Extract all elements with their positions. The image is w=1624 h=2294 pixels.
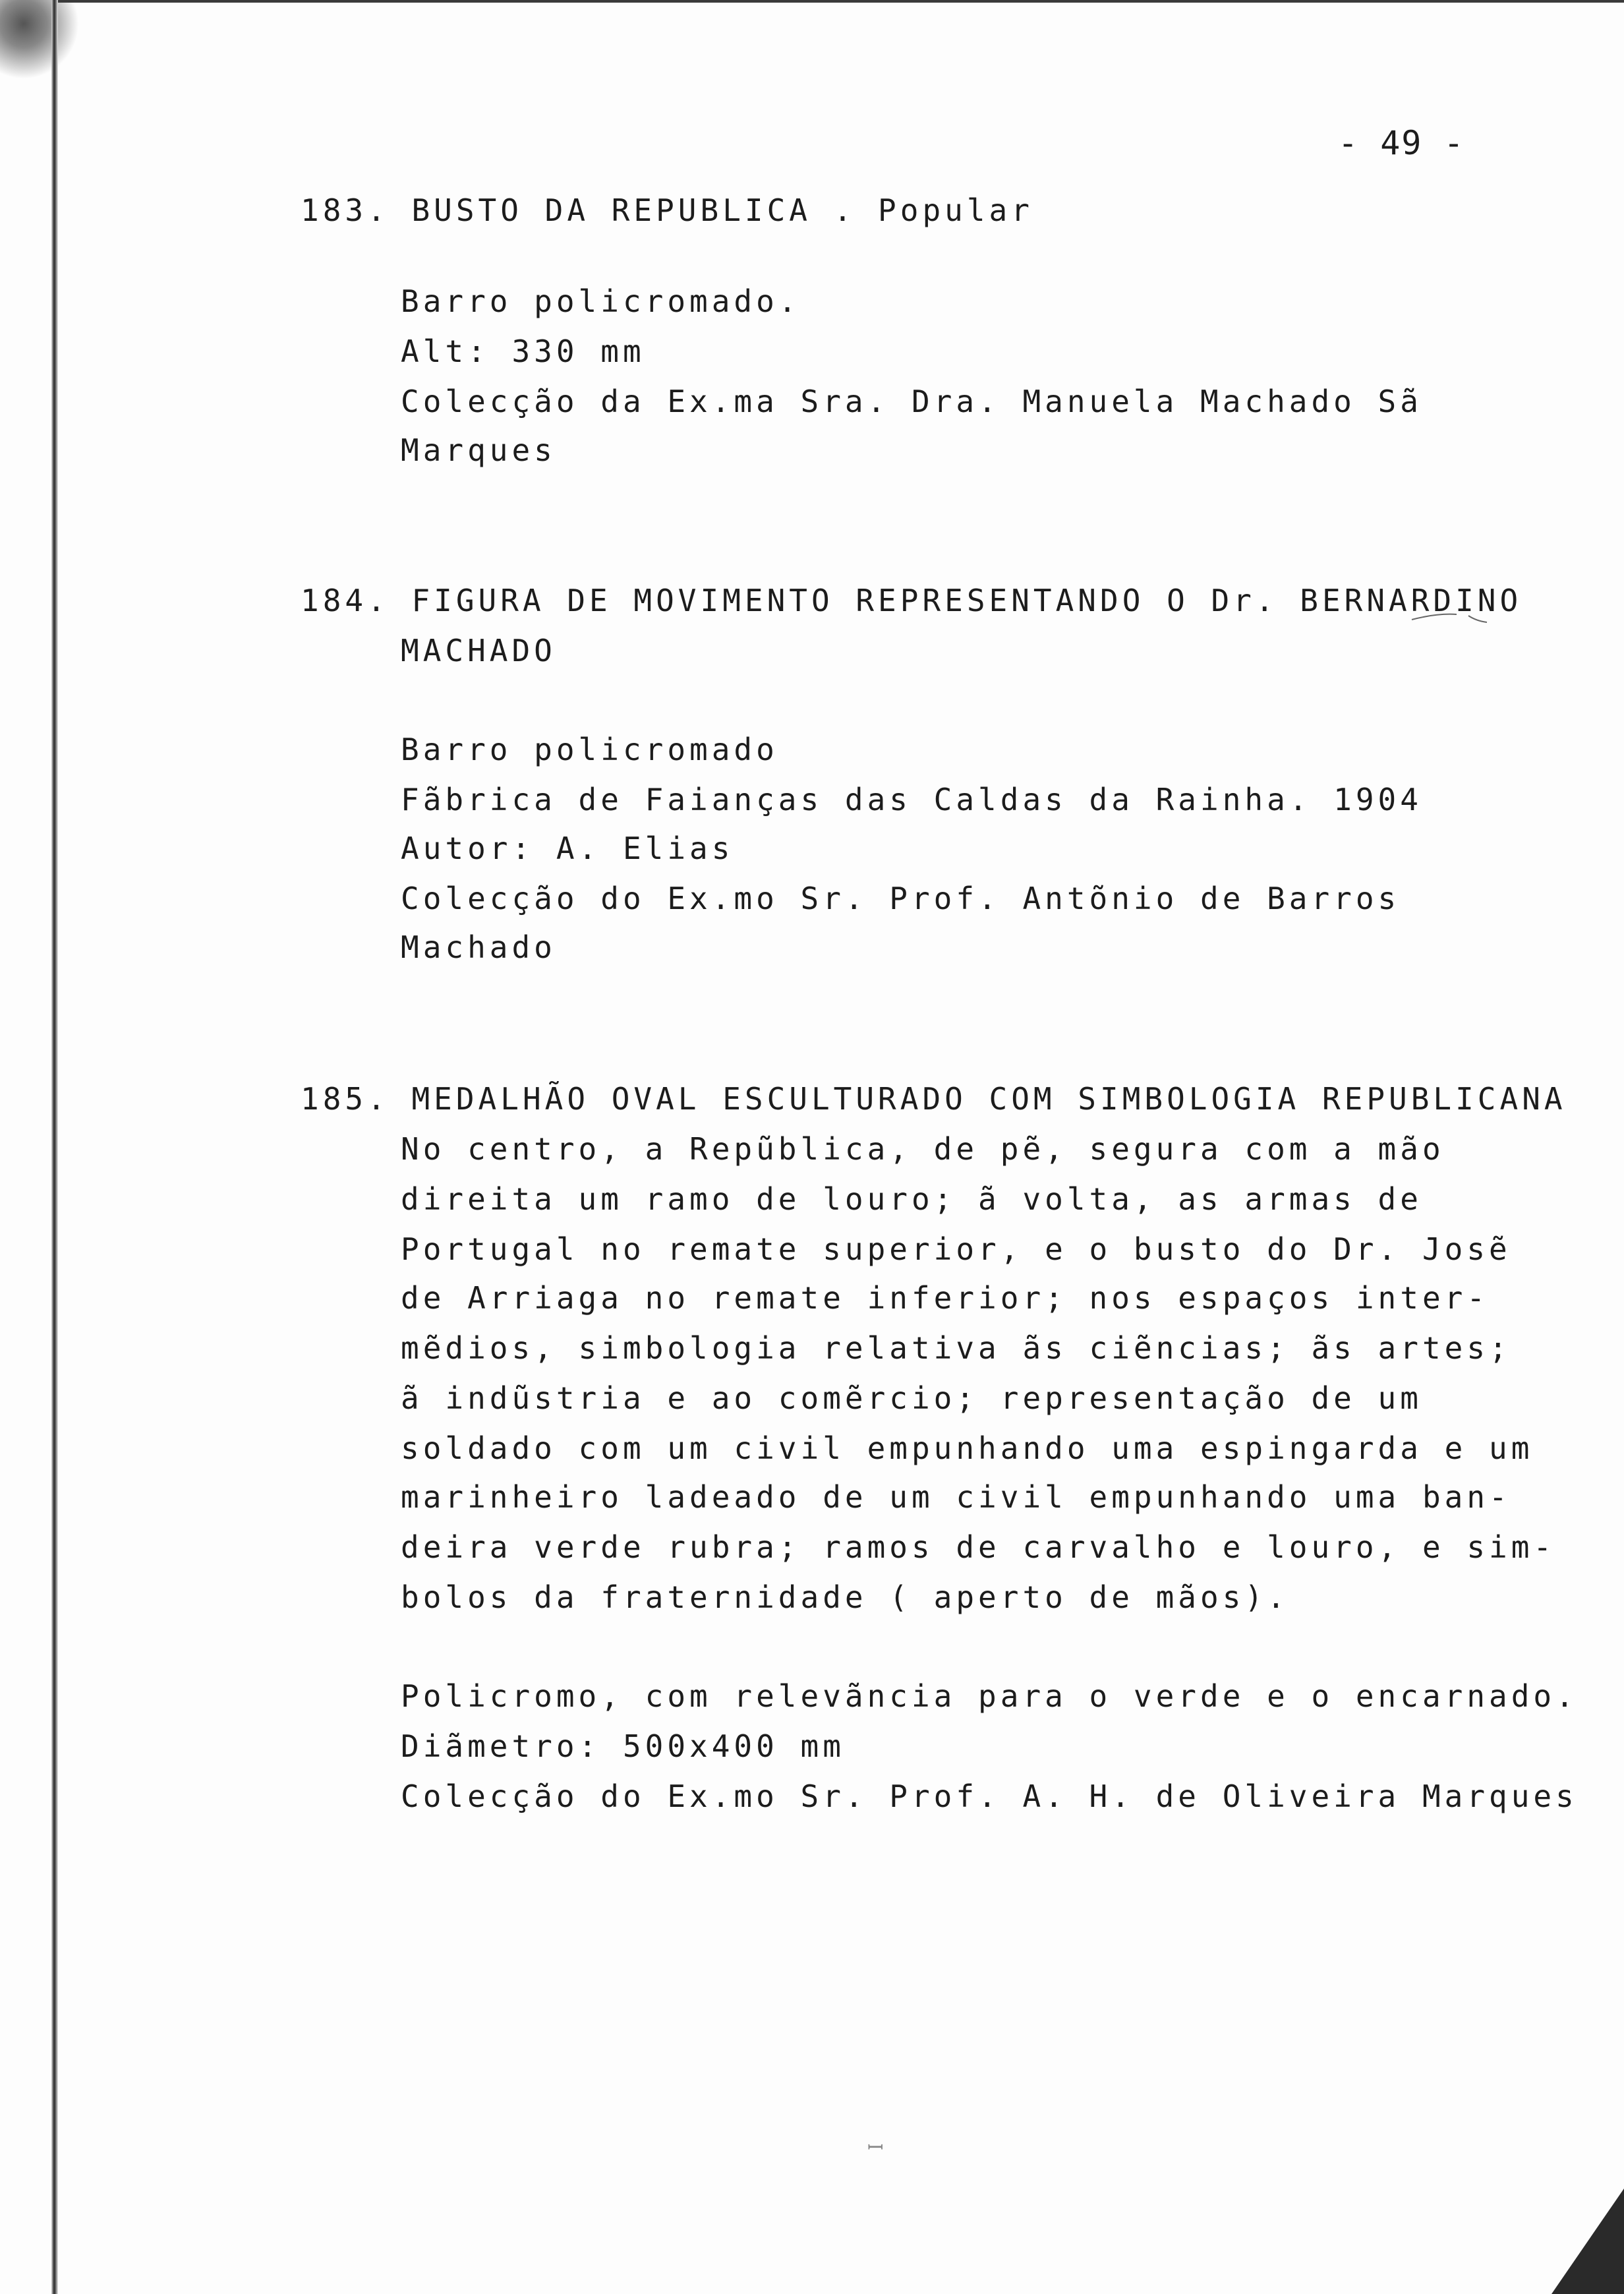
entry-185-description-line: No centro, a Repũblica, de pẽ, segura com a mão — [401, 1131, 1445, 1167]
entry-185-description-line: mẽdios, simbologia relativa ãs ciẽncias; ãs artes; — [401, 1330, 1511, 1366]
entry-185-description-line: ã indũstria e ao comẽrcio; representação de um — [401, 1380, 1422, 1416]
entry-185-description-line: bolos da fraternidade ( aperto de mãos). — [401, 1579, 1289, 1615]
entry-184-heading-cont: MACHADO — [401, 633, 556, 668]
entry-185-description-line: de Arriaga no remate inferior; nos espaços inter- — [401, 1280, 1490, 1316]
entry-185-description-line: direita um ramo de louro; ã volta, as armas de — [401, 1181, 1422, 1217]
entry-185-heading: 185. MEDALHÃO OVAL ESCULTURADO COM SIMBOLOGIA REPUBLICANA — [301, 1081, 1567, 1117]
entry-183-material: Barro policromado. — [401, 283, 801, 319]
entry-183-collection-cont: Marques — [401, 432, 556, 468]
scan-corner-shadow — [0, 0, 79, 79]
entry-184-author: Autor: A. Elias — [401, 831, 734, 866]
entry-185-collection: Colecção do Ex.mo Sr. Prof. A. H. de Oliveira Marques — [401, 1779, 1578, 1814]
entry-184-factory: Fãbrica de Faianças das Caldas da Rainha. 1904 — [401, 782, 1422, 817]
entry-185-description-line: marinheiro ladeado de um civil empunhando uma ban- — [401, 1479, 1511, 1515]
page-number: - 49 - — [1338, 124, 1465, 162]
scan-corner-fold — [1552, 2189, 1624, 2294]
entry-185-description-line: deira verde rubra; ramos de carvalho e louro, e sim- — [401, 1529, 1556, 1565]
entry-183-dimensions: Alt: 330 mm — [401, 334, 645, 369]
entry-184-collection: Colecção do Ex.mo Sr. Prof. Antõnio de Barros — [401, 881, 1401, 916]
entry-184-material: Barro policromado — [401, 732, 778, 767]
entry-185-description-line: soldado com um civil empunhando uma espingarda e um — [401, 1430, 1534, 1466]
scan-top-edge — [58, 0, 1624, 3]
entry-183-heading: 183. BUSTO DA REPUBLICA . Popular — [301, 192, 1033, 228]
footer-smudge: ꟷ — [867, 2136, 884, 2160]
entry-185-description-line: Portugal no remate superior, e o busto do Dr. Josẽ — [401, 1231, 1511, 1267]
stray-pen-mark — [1410, 608, 1490, 628]
entry-184-heading: 184. FIGURA DE MOVIMENTO REPRESENTANDO O Dr. BERNARDINO — [301, 583, 1522, 618]
entry-185-material: Policromo, com relevãncia para o verde e o encarnado. — [401, 1678, 1578, 1714]
entry-183-collection: Colecção da Ex.ma Sra. Dra. Manuela Machado Sã — [401, 384, 1422, 419]
entry-184-collection-cont: Machado — [401, 929, 556, 965]
entry-185-dimensions: Diãmetro: 500x400 mm — [401, 1728, 845, 1764]
scan-binding-edge — [51, 0, 58, 2294]
